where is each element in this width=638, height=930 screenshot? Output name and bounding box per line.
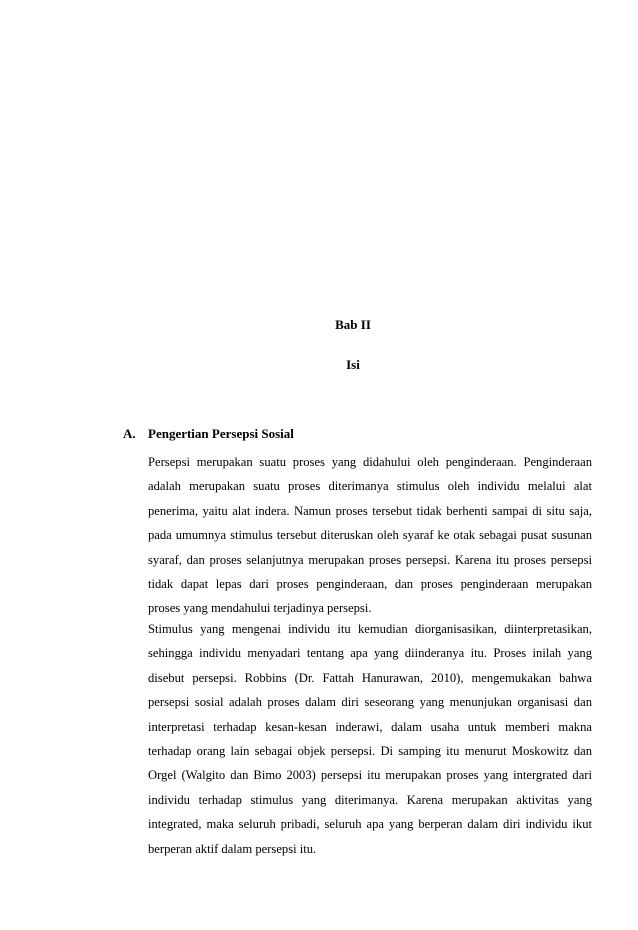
- section-marker: A.: [123, 426, 136, 441]
- section-heading-text: Pengertian Persepsi Sosial: [148, 426, 294, 441]
- paragraph-line: syaraf, dan proses selanjutnya merupakan proses persepsi. Karena itu proses persepsi: [148, 552, 592, 567]
- paragraph-line: terhadap orang lain sebagai objek persepsi. Di samping itu menurut Moskowitz dan: [148, 743, 592, 758]
- paragraph-line: proses yang mendahului terjadinya persepsi.: [148, 601, 372, 616]
- paragraph-2: [148, 617, 592, 861]
- paragraph-line: penerima, yaitu alat indera. Namun proses tersebut tidak berhenti sampai di situ saja,: [148, 503, 592, 518]
- paragraph-line: disebut persepsi. Robbins (Dr. Fattah Hanurawan, 2010), mengemukakan bahwa: [148, 670, 592, 685]
- paragraph-line: pada umumnya stimulus tersebut diteruskan oleh syaraf ke otak sebagai pusat susunan: [148, 528, 592, 543]
- paragraph-line: individu terhadap stimulus yang diterimanya. Karena merupakan aktivitas yang: [148, 792, 592, 807]
- paragraph-line: sehingga individu menyadari tentang apa yang diinderanya itu. Proses inilah yang: [148, 646, 592, 661]
- paragraph-line: Persepsi merupakan suatu proses yang didahului oleh penginderaan. Penginderaan: [148, 455, 592, 469]
- paragraph-line: adalah merupakan suatu proses diterimanya stimulus oleh individu melalui alat: [148, 479, 592, 494]
- section-heading: [123, 425, 294, 443]
- paragraph-line: Orgel (Walgito dan Bimo 2003) persepsi itu merupakan proses yang intergrated dari: [148, 768, 592, 783]
- paragraph-1: [148, 450, 592, 621]
- paragraph-line: interpretasi terhadap kesan-kesan inderawi, dalam usaha untuk memberi makna: [148, 719, 592, 734]
- paragraph-line: integrated, maka seluruh pribadi, seluruh apa yang berperan dalam diri individu ikut: [148, 817, 592, 832]
- paragraph-line: berperan aktif dalam persepsi itu.: [148, 841, 317, 856]
- paragraph-line: persepsi sosial adalah proses dalam diri seseorang yang menunjukan organisasi dan: [148, 695, 592, 710]
- paragraph-line: tidak dapat lepas dari proses penginderaan, dan proses penginderaan merupakan: [148, 576, 592, 591]
- paragraph-line: Stimulus yang mengenai individu itu kemudian diorganisasikan, diinterpretasikan,: [148, 622, 592, 636]
- chapter-title: Bab II: [335, 317, 371, 332]
- chapter-subtitle: Isi: [346, 357, 360, 372]
